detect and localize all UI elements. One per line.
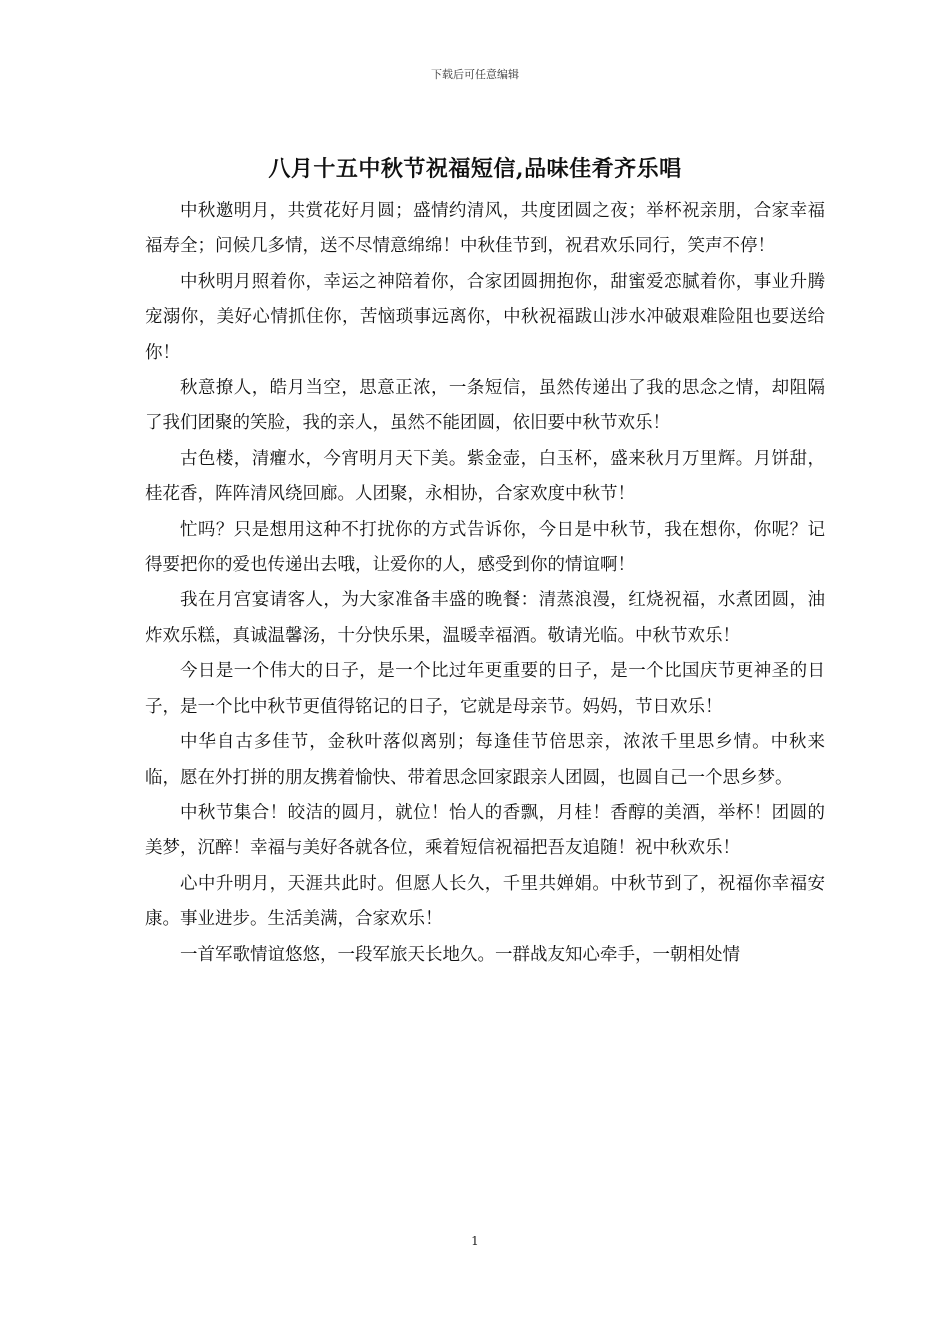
paragraph: 秋意撩人，皓月当空，思意正浓，一条短信，虽然传递出了我的思念之情，却阻隔了我们团聚的笑脸，我的亲人，虽然不能团圆，依旧要中秋节欢乐！ <box>145 378 825 434</box>
paragraph: 中华自古多佳节，金秋叶落似离别；每逢佳节倍思亲，浓浓千里思乡情。中秋来临，愿在外打拼的朋友携着愉快、带着思念回家跟亲人团圆，也圆自己一个思乡梦。 <box>145 732 825 788</box>
paragraph: 中秋明月照着你，幸运之神陪着你，合家团圆拥抱你，甜蜜爱恋腻着你，事业升腾宠溺你，美好心情抓住你，苦恼琐事远离你，中秋祝福跋山涉水冲破艰难险阻也要送给你！ <box>145 271 825 363</box>
paragraph: 我在月宫宴请客人，为大家准备丰盛的晚餐：清蒸浪漫，红烧祝福，水煮团圆，油炸欢乐糕，真诚温馨汤，十分快乐果，温暖幸福酒。敬请光临。中秋节欢乐！ <box>145 590 825 646</box>
paragraph: 忙吗？只是想用这种不打扰你的方式告诉你，今日是中秋节，我在想你，你呢？记得要把你的爱也传递出去哦，让爱你的人，感受到你的情谊啊！ <box>145 519 825 576</box>
paragraph: 一首军歌情谊悠悠，一段军旅天长地久。一群战友知心牵手，一朝相处情 <box>180 944 740 965</box>
header-note: 下载后可任意编辑 <box>431 68 519 81</box>
document-body <box>145 194 825 973</box>
paragraph: 中秋节集合！皎洁的圆月，就位！怡人的香飘，月桂！香醇的美酒，举杯！团圆的美梦，沉醉！幸福与美好各就各位，乘着短信祝福把吾友追随！祝中秋欢乐！ <box>145 802 825 859</box>
paragraph: 古色楼，清癯水，今宵明月天下美。紫金壶，白玉杯，盛来秋月万里辉。月饼甜，桂花香，阵阵清风绕回廊。人团聚，永相协，合家欢度中秋节！ <box>145 448 825 505</box>
document-title: 八月十五中秋节祝福短信,品味佳肴齐乐唱 <box>268 156 682 182</box>
paragraph: 心中升明月，天涯共此时。但愿人长久，千里共婵娟。中秋节到了，祝福你幸福安康。事业进步。生活美满，合家欢乐！ <box>145 873 825 930</box>
paragraph: 中秋邀明月，共赏花好月圆；盛情约清风，共度团圆之夜；举杯祝亲朋，合家幸福福寿全；问候几多情，送不尽情意绵绵！中秋佳节到，祝君欢乐同行，笑声不停！ <box>145 201 825 257</box>
page-number: 1 <box>471 1234 479 1248</box>
paragraph: 今日是一个伟大的日子，是一个比过年更重要的日子，是一个比国庆节更神圣的日子，是一个比中秋节更值得铭记的日子，它就是母亲节。妈妈，节日欢乐！ <box>145 661 825 717</box>
